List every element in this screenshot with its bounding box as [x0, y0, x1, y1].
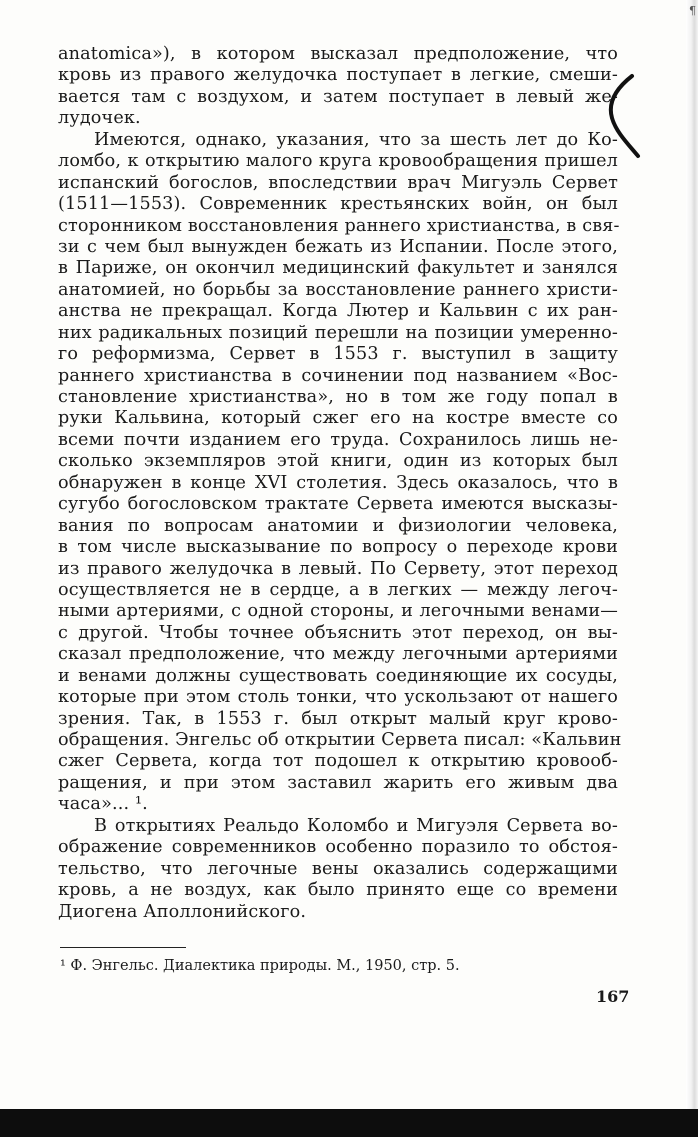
text-line: ображение современников особенно поразило то обстоя- [58, 837, 618, 858]
text-line: тельство, что легочные вены оказались содержащими [58, 858, 618, 879]
margin-bracket-mark [604, 72, 644, 162]
text-line: с другой. Чтобы точнее объяснить этот переход, он вы- [58, 622, 618, 643]
footnote: ¹ Ф. Энгельс. Диалектика природы. М., 1950, стр. 5. [60, 958, 460, 974]
text-line: кровь из правого желудочка поступает в легкие, смеши- [58, 65, 618, 86]
text-line: часа»... ¹. [58, 794, 148, 815]
text-line: в том числе высказывание по вопросу о переходе крови [58, 537, 618, 558]
scan-bottom-band [0, 1109, 698, 1137]
text-line: В открытиях Реальдо Коломбо и Мигуэля Сервета во- [94, 815, 618, 836]
paragraph-3 [58, 816, 618, 923]
paragraph-1 [58, 44, 618, 130]
text-line: Имеются, однако, указания, что за шесть лет до Ко- [94, 129, 618, 150]
text-line: ными артериями, с одной стороны, и легочными венами— [58, 601, 618, 622]
body-text [58, 44, 622, 923]
text-line: всеми почти изданием его труда. Сохранилось лишь не- [58, 429, 618, 450]
text-line: зи с чем был вынужден бежать из Испании. После этого, [58, 236, 618, 257]
text-line: из правого желудочка в левый. По Сервету, этот переход [58, 558, 618, 579]
paragraph-2 [58, 129, 622, 816]
text-line: раннего христианства в сочинении под названием «Вос- [58, 365, 618, 386]
page-edge-shadow [686, 0, 698, 1110]
text-line: сколько экземпляров этой книги, один из которых был [58, 451, 618, 472]
text-line: них радикальных позиций перешли на позиции умеренно- [58, 322, 618, 343]
text-line: го реформизма, Сервет в 1553 г. выступил в защиту [58, 344, 618, 365]
text-line: сторонником восстановления раннего христианства, в свя- [58, 215, 620, 236]
text-line: сжег Сервета, когда тот подошел к открытию кровооб- [58, 751, 618, 772]
text-line: зрения. Так, в 1553 г. был открыт малый круг крово- [58, 708, 618, 729]
text-line: руки Кальвина, который сжег его на костре вместе со [58, 408, 618, 429]
text-line: обнаружен в конце XVI столетия. Здесь оказалось, что в [58, 472, 618, 493]
text-line: ращения, и при этом заставил жарить его живым два [58, 772, 618, 793]
text-line: вания по вопросам анатомии и физиологии человека, [58, 515, 618, 536]
text-line: которые при этом столь тонки, что ускользают от нашего [58, 687, 618, 708]
edge-glyph: ¶ [689, 4, 696, 17]
text-line: anatomica»), в котором высказал предположение, что [58, 44, 618, 64]
text-line: и венами должны существовать соединяющие их сосуды, [58, 665, 618, 686]
text-line: сказал предположение, что между легочными артериями [58, 644, 618, 665]
text-line: ломбо, к открытию малого круга кровообращения пришел [58, 151, 618, 172]
text-line: сугубо богословском трактате Сервета имеются высказы- [58, 494, 618, 515]
text-line: осуществляется не в сердце, а в легких — между легоч- [58, 579, 618, 600]
text-line: кровь, а не воздух, как было принято еще со времени [58, 880, 618, 901]
text-line: вается там с воздухом, и затем поступает в левый же- [58, 86, 618, 107]
page-number: 167 [596, 987, 630, 1006]
text-line: анства не прекращал. Когда Лютер и Кальвин с их ран- [58, 301, 618, 322]
text-line: становление христианства», но в том же году попал в [58, 387, 618, 407]
text-line: анатомией, но борьбы за восстановление раннего христи- [58, 279, 618, 300]
footnote-divider [60, 947, 186, 948]
text-line: Диогена Аполлонийского. [58, 901, 307, 922]
text-line: обращения. Энгельс об открытии Сервета писал: «Кальвин [58, 730, 622, 750]
text-line: в Париже, он окончил медицинский факультет и занялся [58, 258, 618, 279]
text-line: испанский богослов, впоследствии врач Мигуэль Сервет [58, 172, 618, 193]
text-line: лудочек. [58, 108, 141, 129]
text-line: (1511—1553). Современник крестьянских войн, он был [58, 194, 618, 215]
